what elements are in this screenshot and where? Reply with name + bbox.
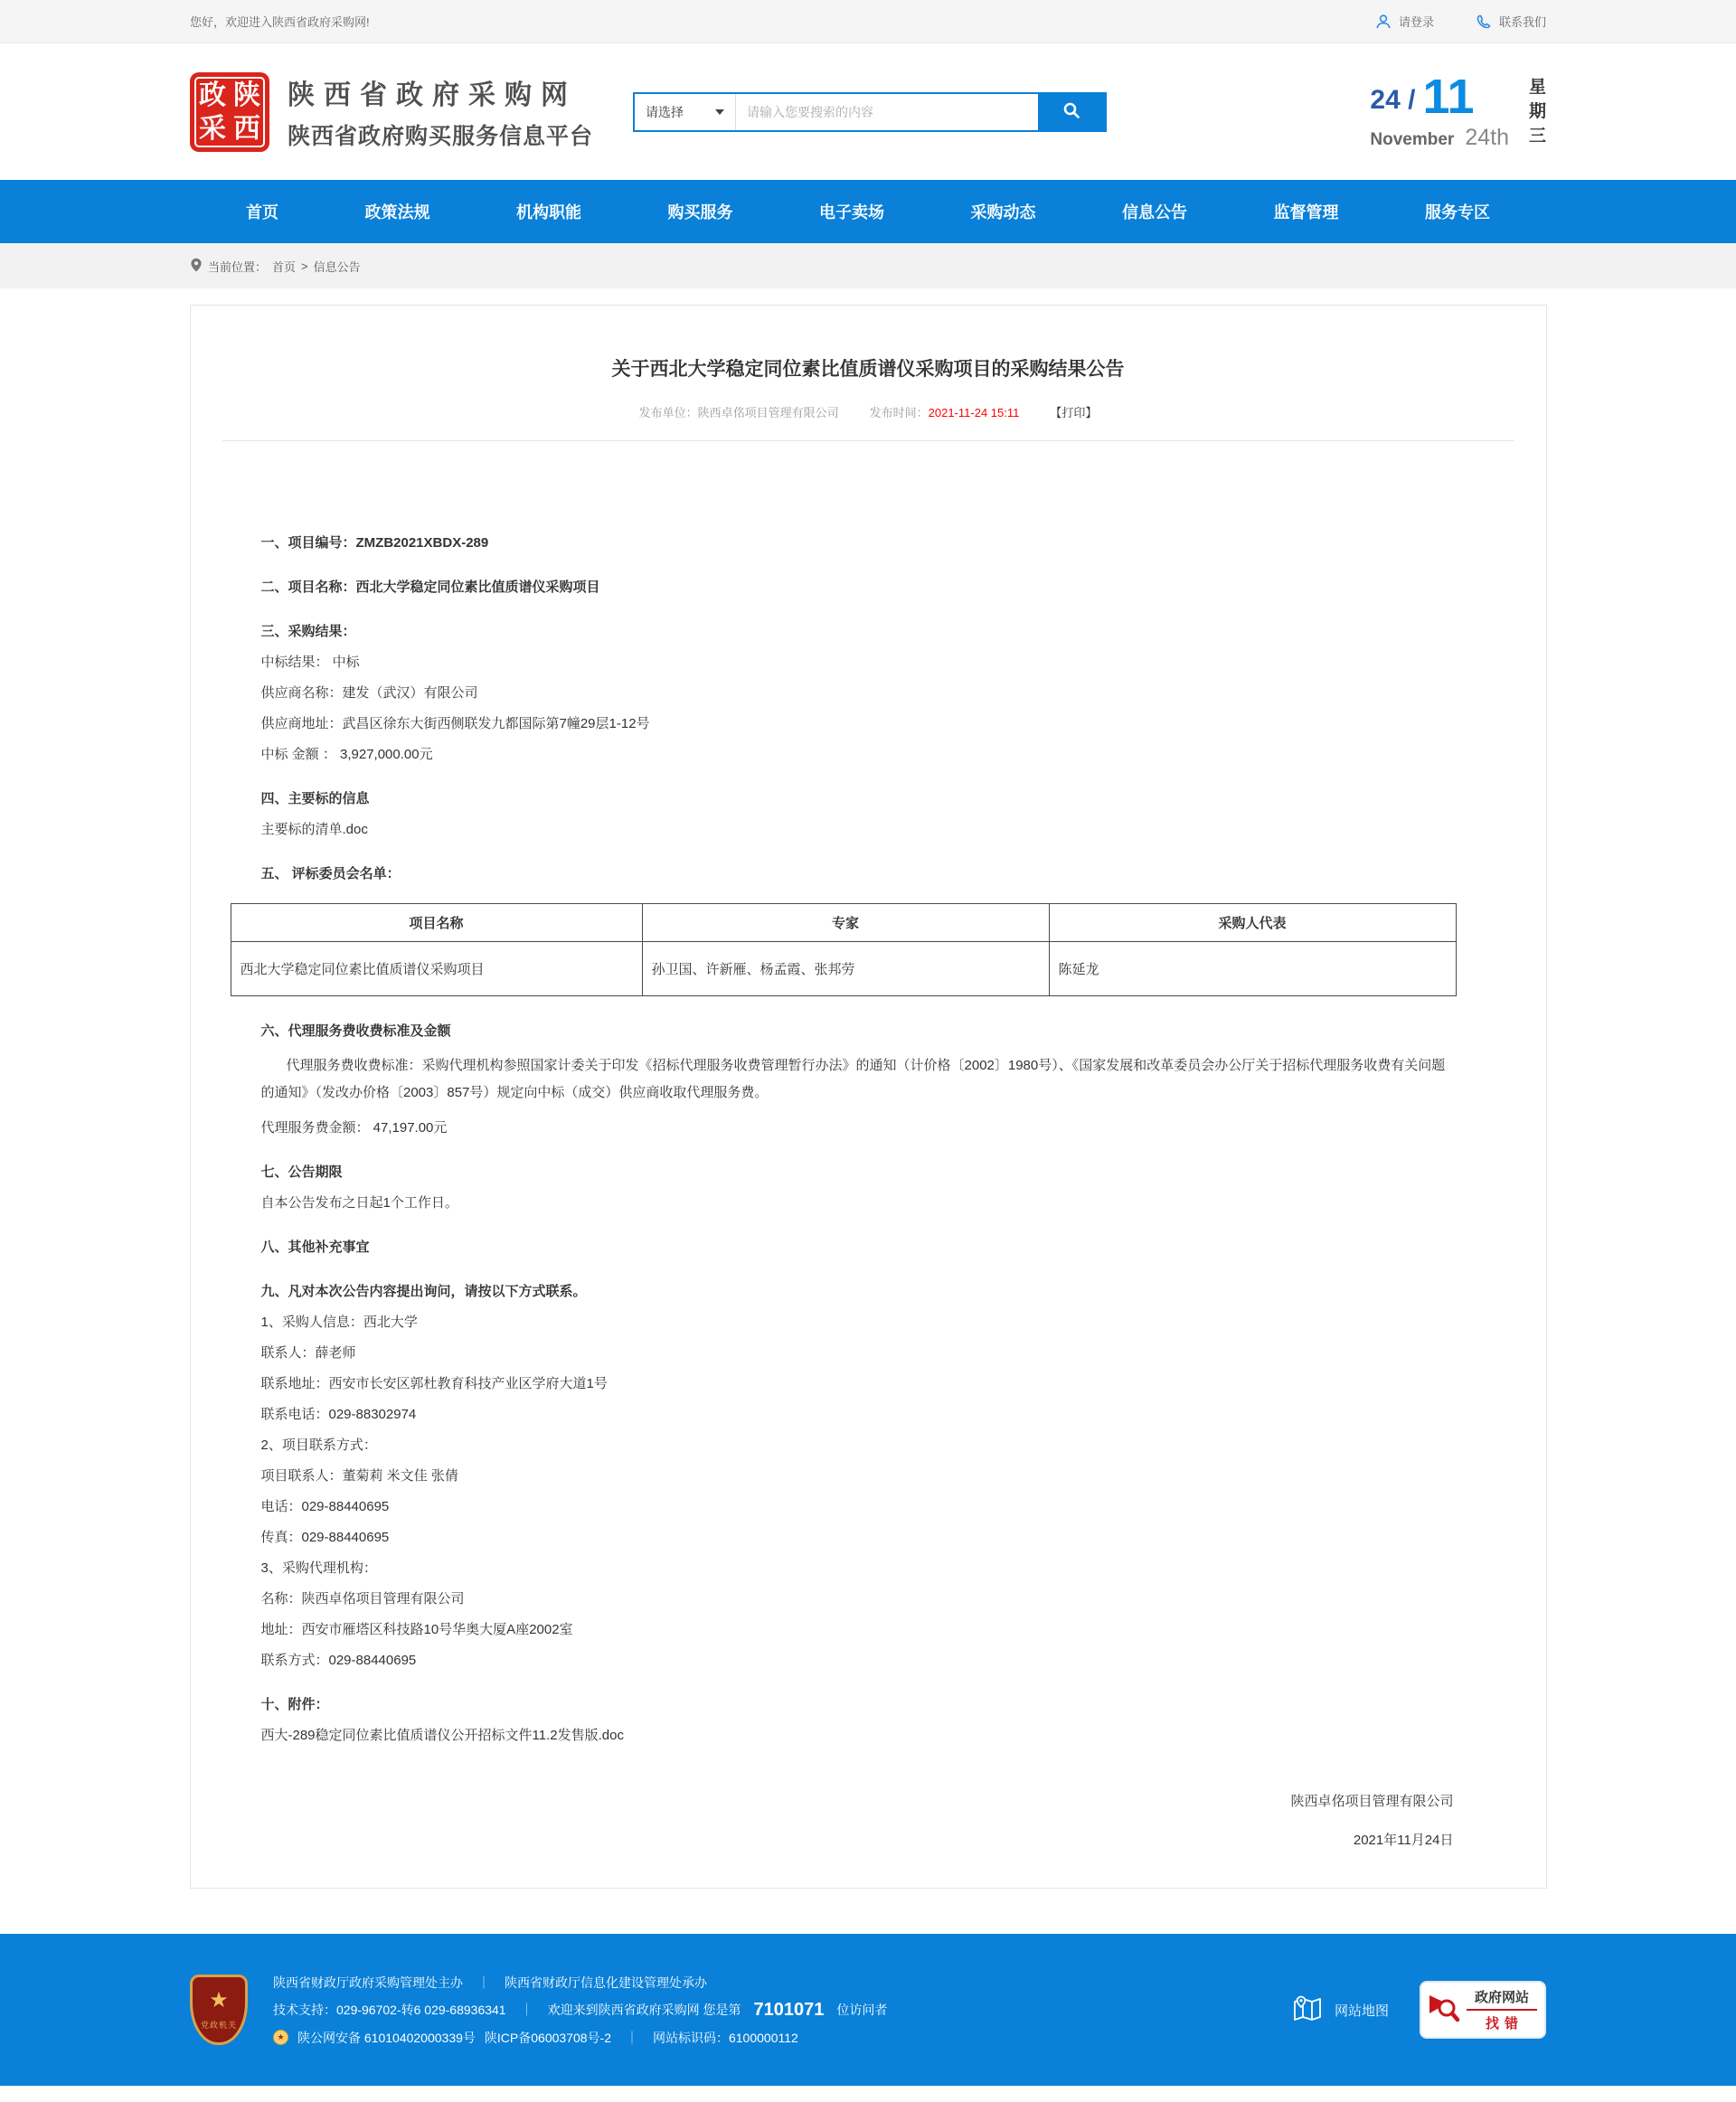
print-button[interactable]: 【打印】 xyxy=(1050,406,1098,419)
article-text: 传真：029-88440695 xyxy=(260,1530,390,1545)
site-logo[interactable] xyxy=(190,72,269,152)
section-heading: 一、项目编号：ZMZB2021XBDX-289 xyxy=(260,535,489,551)
footer-line-support xyxy=(273,2000,887,2021)
signature-company: 陕西卓佲项目管理有限公司 xyxy=(1290,1794,1454,1809)
publisher-label: 发布单位： xyxy=(638,406,698,419)
contact-label: 联系我们 xyxy=(1498,15,1546,29)
section-heading: 四、主要标的信息 xyxy=(260,791,370,806)
nav-item-3[interactable]: 购买服务 xyxy=(667,203,733,222)
visitor-welcome-text: 欢迎来到陕西省政府采购网 您是第 xyxy=(547,2003,741,2017)
footer-separator: ｜ xyxy=(625,2030,638,2045)
announcement-card xyxy=(190,305,1547,1889)
table-header-cell: 专家 xyxy=(642,904,1049,942)
site-title: 陕西省政府采购网 xyxy=(288,80,577,110)
committee-table xyxy=(231,903,1457,996)
breadcrumb-label: 当前位置： xyxy=(208,259,268,274)
gov-site-error-report-button[interactable] xyxy=(1420,1981,1546,2039)
table-cell: 西北大学稳定同位素比值质谱仪采购项目 xyxy=(231,942,642,996)
publisher-name: 陕西卓佲项目管理有限公司 xyxy=(697,406,839,419)
security-badge-icon: ★ xyxy=(273,2030,288,2045)
article-text: 名称：陕西卓佲项目管理有限公司 xyxy=(260,1591,465,1607)
footer-line-organizer xyxy=(273,1974,887,1992)
article-text: 项目联系人：董菊莉 米文佳 张倩 xyxy=(260,1468,458,1484)
signature-block xyxy=(191,1745,1546,1850)
visitor-suffix-text: 位访问者 xyxy=(836,2003,888,2017)
police-record-link[interactable]: 陕公网安备 61010402000339号 xyxy=(297,2030,476,2045)
contact-link[interactable] xyxy=(1476,13,1546,30)
publish-time-label: 发布时间： xyxy=(869,406,929,419)
nav-item-8[interactable]: 服务专区 xyxy=(1425,203,1490,222)
search-select-label: 请选择 xyxy=(646,104,684,119)
login-link[interactable] xyxy=(1375,13,1434,30)
section-heading: 七、公告期限 xyxy=(260,1164,343,1180)
date-widget xyxy=(1370,72,1546,151)
section-heading: 三、采购结果： xyxy=(260,624,356,639)
site-code-text: 网站标识码：6100000112 xyxy=(652,2030,798,2045)
nav-item-2[interactable]: 机构职能 xyxy=(516,203,581,222)
bottom-spacer xyxy=(0,2086,1736,2102)
breadcrumb-home-link[interactable]: 首页 xyxy=(272,259,297,274)
article-text: 供应商地址：武昌区徐东大街西侧联发九都国际第7幢29层1-12号 xyxy=(260,716,650,731)
signature-date: 2021年11月24日 xyxy=(1353,1833,1454,1848)
sitemap-icon xyxy=(1291,1993,1324,2027)
user-icon xyxy=(1375,14,1392,30)
article-text: 1、采购人信息：西北大学 xyxy=(260,1315,418,1330)
nav-item-4[interactable]: 电子卖场 xyxy=(819,203,884,222)
section-heading: 五、 评标委员会名单： xyxy=(260,866,401,881)
nav-item-0[interactable]: 首页 xyxy=(246,203,278,222)
logo-char-3: 西 xyxy=(233,113,260,144)
site-footer xyxy=(0,1934,1736,2086)
undertaker-text: 陕西省财政厅信息化建设管理处承办 xyxy=(505,1975,707,1990)
article-text: 中标结果： 中标 xyxy=(260,655,360,670)
logo-char-0: 政 xyxy=(199,80,226,110)
table-cell: 孙卫国、许新雁、杨孟霞、张邦劳 xyxy=(642,942,1049,996)
breadcrumb xyxy=(190,243,1546,288)
search-icon xyxy=(1061,100,1081,123)
article-text: 代理服务费金额： 47,197.00元 xyxy=(260,1120,448,1136)
article-text: 自本公告发布之日起1个工作日。 xyxy=(260,1195,458,1211)
emblem-text: 党政机关 xyxy=(200,2020,237,2030)
article-text: 3、采购代理机构： xyxy=(260,1560,377,1576)
article-text: 联系地址：西安市长安区郭杜教育科技产业区学府大道1号 xyxy=(260,1376,608,1391)
main-nav-bar xyxy=(0,180,1736,243)
section-heading: 二、项目名称：西北大学稳定同位素比值质谱仪采购项目 xyxy=(260,580,600,595)
sitemap-link[interactable] xyxy=(1291,1993,1389,2027)
site-subtitle: 陕西省政府购买服务信息平台 xyxy=(288,124,594,149)
article-text: 2、项目联系方式： xyxy=(260,1437,377,1453)
icp-record-link[interactable]: 陕ICP备06003708号-2 xyxy=(484,2030,611,2045)
main-nav xyxy=(190,180,1546,243)
party-emblem-icon: ★ 党政机关 xyxy=(190,1975,248,2045)
weekday-char-1: 期 xyxy=(1528,102,1546,121)
section-heading: 十、附件： xyxy=(260,1697,329,1712)
welcome-text: 您好，欢迎进入陕西省政府采购网! xyxy=(190,15,370,29)
error-box-title: 政府网站 xyxy=(1467,1987,1537,2011)
nav-item-1[interactable]: 政策法规 xyxy=(364,203,430,222)
section-heading: 九、凡对本次公告内容提出询问，请按以下方式联系。 xyxy=(260,1284,587,1299)
weekday-char-2: 三 xyxy=(1528,127,1546,146)
tech-support-text: 技术支持：029-96702-转6 029-68936341 xyxy=(273,2003,506,2017)
footer-separator: ｜ xyxy=(520,2003,533,2017)
section-heading: 八、其他补充事宜 xyxy=(260,1240,370,1255)
article-text: 中标 金额 ： 3,927,000.00元 xyxy=(260,747,433,762)
breadcrumb-current: 信息公告 xyxy=(313,259,361,274)
organizer-text: 陕西省财政厅政府采购管理处主办 xyxy=(273,1975,463,1990)
nav-item-6[interactable]: 信息公告 xyxy=(1122,203,1187,222)
caret-down-icon xyxy=(715,109,724,115)
sitemap-label: 网站地图 xyxy=(1334,2003,1389,2019)
location-pin-icon xyxy=(190,258,203,275)
weekday-vertical xyxy=(1529,75,1546,148)
date-month-number: 11 xyxy=(1422,70,1475,124)
table-cell: 陈延龙 xyxy=(1049,942,1456,996)
site-header xyxy=(0,43,1736,180)
page-title: 关于西北大学稳定同位素比值质谱仪采购项目的采购结果公告 xyxy=(611,359,1125,380)
article-text: 地址：西安市雁塔区科技路10号华奥大厦A座2002室 xyxy=(260,1622,573,1637)
article-meta xyxy=(191,403,1546,420)
logo-char-1: 陕 xyxy=(233,80,260,110)
breadcrumb-bar xyxy=(0,243,1736,288)
nav-item-5[interactable]: 采购动态 xyxy=(970,203,1036,222)
publish-time: 2021-11-24 15:11 xyxy=(928,406,1020,419)
date-ordinal: 24th xyxy=(1465,125,1509,150)
date-month-name: November xyxy=(1370,130,1455,149)
article-text: 联系方式：029-88440695 xyxy=(260,1653,417,1668)
section-heading: 六、代理服务费收费标准及金额 xyxy=(260,1023,451,1039)
footer-separator: ｜ xyxy=(477,1975,490,1990)
attachment-link[interactable]: 西大-289稳定同位素比值质谱仪公开招标文件11.2发售版.doc xyxy=(260,1728,624,1743)
article-text: 联系电话：029-88302974 xyxy=(260,1407,417,1422)
breadcrumb-separator: > xyxy=(301,259,308,273)
error-flag-icon xyxy=(1427,1990,1461,2031)
weekday-char-0: 星 xyxy=(1528,78,1546,97)
phone-icon xyxy=(1476,14,1492,30)
article-text: 联系人：薛老师 xyxy=(260,1345,356,1361)
nav-item-7[interactable]: 监督管理 xyxy=(1273,203,1339,222)
top-utility-bar xyxy=(0,0,1736,43)
table-row xyxy=(231,942,1456,996)
table-header-cell: 采购人代表 xyxy=(1049,904,1456,942)
date-day: 24 / xyxy=(1370,85,1416,115)
search-category-select[interactable] xyxy=(635,94,736,130)
search-input[interactable] xyxy=(736,94,1038,130)
visitor-count: 7101071 xyxy=(753,1999,825,2020)
error-box-subtitle: 找错 xyxy=(1485,2016,1524,2031)
article-text: 供应商名称：建发（武汉）有限公司 xyxy=(260,685,478,701)
search-bar xyxy=(633,92,1107,132)
article-text: 代理服务费收费标准：采购代理机构参照国家计委关于印发《招标代理服务收费管理暂行办法》的通知（计价格〔2002〕1980号）、《国家发展和改革委员会办公厅关于招标代理服务收费有关问题的通知》（发改办价格〔2003〕857号）规定向中标（成交）供应商收取代理服务费。 xyxy=(260,1058,1446,1100)
login-label: 请登录 xyxy=(1398,15,1434,29)
article-body xyxy=(191,441,1546,1745)
search-button[interactable] xyxy=(1038,94,1105,130)
article-text: 电话：029-88440695 xyxy=(260,1499,390,1514)
table-header-cell: 项目名称 xyxy=(231,904,642,942)
attachment-link[interactable]: 主要标的清单.doc xyxy=(260,822,368,837)
logo-char-2: 采 xyxy=(199,113,226,144)
